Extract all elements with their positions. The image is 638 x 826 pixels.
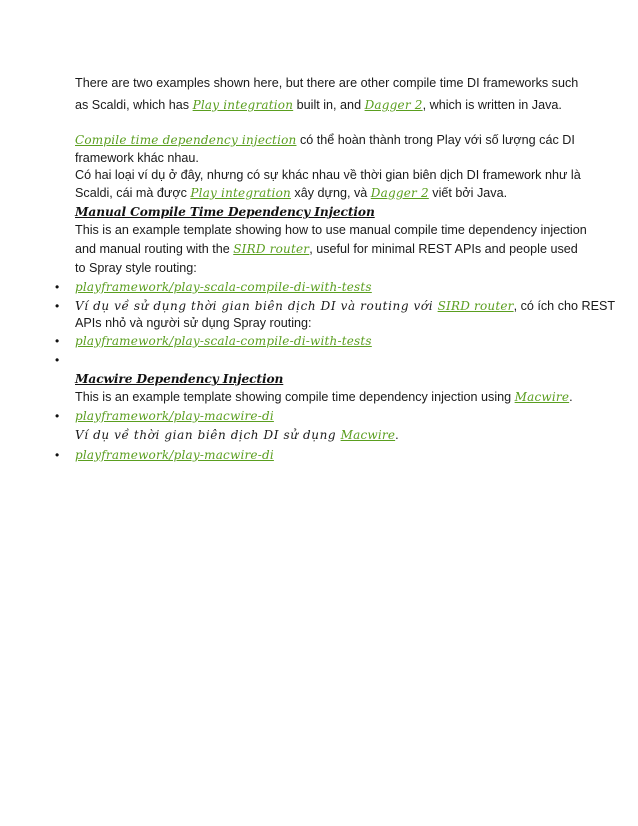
vi-intro-text: có thể hoàn thành trong Play với số lượng các DI — [296, 133, 575, 147]
manual-di-heading: Manual Compile Time Dependency Injection — [75, 205, 375, 219]
play-integration-link[interactable]: Play integration — [190, 186, 291, 200]
vi-intro-line-4 — [75, 184, 575, 203]
intro-line-1 — [75, 74, 579, 93]
bullet-icon — [55, 351, 63, 370]
dagger-2-link[interactable]: Dagger 2 — [370, 186, 429, 200]
vi-intro-text: Scaldi, cái mà được — [75, 186, 191, 200]
manual-desc-text: , useful for minimal REST APIs and people used — [309, 242, 578, 256]
sird-router-link[interactable]: SIRD router — [233, 242, 310, 256]
manual-desc-line-1 — [75, 221, 587, 240]
play-scala-compile-di-link[interactable]: playframework/play-scala-compile-di-with-tests — [75, 280, 372, 294]
list-item — [75, 407, 575, 426]
vi-intro-text: framework khác nhau. — [75, 151, 199, 165]
sird-router-link[interactable]: SIRD router — [437, 299, 514, 313]
manual-desc-text: and manual routing with the — [75, 242, 234, 256]
vi-intro-text: viết bởi Java. — [428, 186, 508, 200]
vi-list-text: Ví dụ về sử dụng thời gian biên dịch DI và routing với — [75, 299, 438, 313]
intro-text: There are two examples shown here, but there are other compile time DI frameworks such — [75, 76, 579, 90]
bullet-icon — [55, 297, 63, 316]
manual-desc-text: This is an example template showing how to use manual compile time dependency injection — [75, 223, 587, 237]
list-item — [75, 278, 575, 297]
bullet-icon — [55, 446, 63, 465]
macwire-link[interactable]: Macwire — [514, 390, 570, 404]
play-integration-link[interactable]: Play integration — [192, 98, 294, 112]
play-macwire-di-link[interactable]: playframework/play-macwire-di — [75, 448, 274, 462]
macwire-di-heading: Macwire Dependency Injection — [75, 372, 284, 386]
compile-time-di-link[interactable]: Compile time dependency injection — [75, 133, 297, 147]
bullet-icon — [55, 332, 63, 351]
bullet-icon — [55, 278, 63, 297]
vi-list-text: . — [395, 428, 399, 442]
intro-text: as Scaldi, which has — [75, 98, 193, 112]
dagger-2-link[interactable]: Dagger 2 — [364, 98, 423, 112]
vi-intro-text: xây dựng, và — [290, 186, 371, 200]
list-item — [75, 332, 575, 351]
vi-intro-line-1 — [75, 131, 575, 150]
macwire-vi-line — [75, 426, 575, 445]
manual-desc-line-2 — [75, 240, 578, 259]
macwire-desc-text: This is an example template showing compile time dependency injection using — [75, 390, 515, 404]
macwire-desc-text: . — [569, 390, 573, 404]
vi-intro-line-3 — [75, 166, 581, 185]
intro-text: , which is written in Java. — [422, 98, 562, 112]
macwire-link[interactable]: Macwire — [340, 428, 396, 442]
manual-desc-text: to Spray style routing: — [75, 261, 197, 275]
play-scala-compile-di-link[interactable]: playframework/play-scala-compile-di-with-tests — [75, 334, 372, 348]
play-macwire-di-link[interactable]: playframework/play-macwire-di — [75, 409, 274, 423]
vi-list-text: Ví dụ về thời gian biên dịch DI sử dụng — [75, 428, 341, 442]
vi-intro-text: Có hai loại ví dụ ở đây, nhưng có sự khác nhau về thời gian biên dịch DI framework như là — [75, 168, 581, 182]
vi-list-text: , có ích cho REST — [513, 299, 616, 313]
manual-desc-line-3 — [75, 259, 575, 278]
intro-line-2 — [75, 96, 575, 115]
macwire-desc-line — [75, 388, 575, 407]
vi-list-text: APIs nhỏ và người sử dụng Spray routing: — [75, 316, 312, 330]
intro-text: built in, and — [293, 98, 365, 112]
list-item-continuation — [75, 314, 575, 333]
list-item — [75, 446, 575, 465]
bullet-icon — [55, 407, 63, 426]
